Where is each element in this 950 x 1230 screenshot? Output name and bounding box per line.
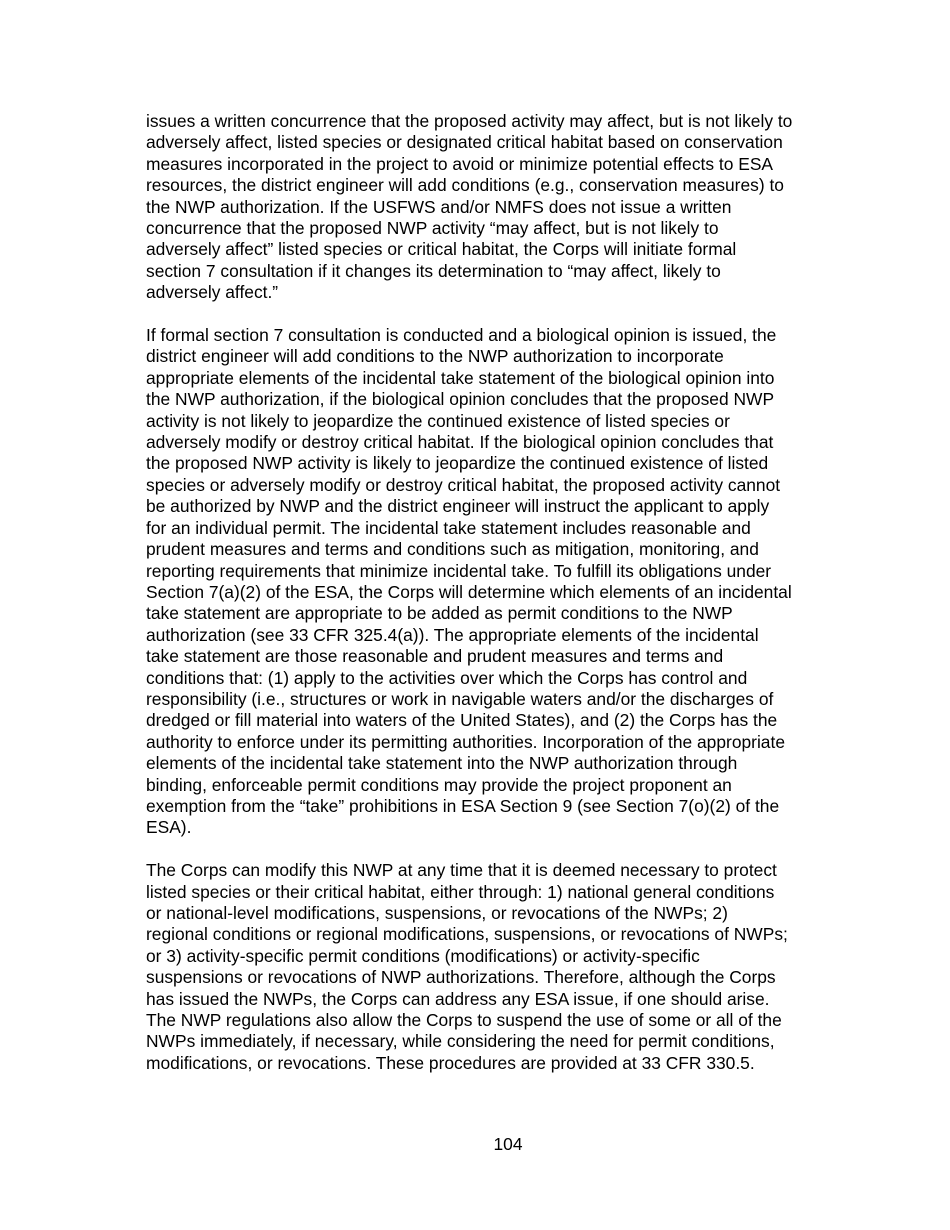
body-text [146,111,846,1074]
paragraph: If formal section 7 consultation is conducted and a biological opinion is issued, the district engineer will add conditions to the NWP authorization to incorporate appropriate elements of the incidental take statement of the biological opinion into the NWP authorization, if the biological opinion concludes that the proposed NWP activity is not likely to jeopardize the continued existence of listed species or adversely modify or destroy critical habitat. If the biological opinion concludes that the proposed NWP activity is likely to jeopardize the continued existence of listed species or adversely modify or destroy critical habitat, the proposed activity cannot be authorized by NWP and the district engineer will instruct the applicant to apply for an individual permit. The incidental take statement includes reasonable and prudent measures and terms and conditions such as mitigation, monitoring, and reporting requirements that minimize incidental take. To fulfill its obligations under Section 7(a)(2) of the ESA, the Corps will determine which elements of an incidental take statement are appropriate to be added as permit conditions to the NWP authorization (see 33 CFR 325.4(a)). The appropriate elements of the incidental take statement are those reasonable and prudent measures and terms and conditions that: (1) apply to the activities over which the Corps has control and responsibility (i.e., structures or work in navigable waters and/or the discharges of dredged or fill material into waters of the United States), and (2) the Corps has the authority to enforce under its permitting authorities. Incorporation of the appropriate elements of the incidental take statement into the NWP authorization through binding, enforceable permit conditions may provide the project proponent an exemption from the “take” prohibitions in ESA Section 9 (see Section 7(o)(2) of the ESA). [146,325,792,838]
paragraph: issues a written concurrence that the proposed activity may affect, but is not likely to adversely affect, listed species or designated critical habitat based on conservation measures incorporated in the project to avoid or minimize potential effects to ESA resources, the district engineer will add conditions (e.g., conservation measures) to the NWP authorization. If the USFWS and/or NMFS does not issue a written concurrence that the proposed NWP activity “may affect, but is not likely to adversely affect” listed species or critical habitat, the Corps will initiate formal section 7 consultation if it changes its determination to “may affect, likely to adversely affect.” [146,111,793,303]
paragraph: The Corps can modify this NWP at any time that it is deemed necessary to protect listed species or their critical habitat, either through: 1) national general conditions or national-level modifications, suspensions, or revocations of the NWPs; 2) regional conditions or regional modifications, suspensions, or revocations of NWPs; or 3) activity-specific permit conditions (modifications) or activity-specific suspensions or revocations of NWP authorizations. Therefore, although the Corps has issued the NWPs, the Corps can address any ESA issue, if one should arise. The NWP regulations also allow the Corps to suspend the use of some or all of the NWPs immediately, if necessary, while considering the need for permit conditions, modifications, or revocations. These procedures are provided at 33 CFR 330.5. [146,860,788,1073]
page-number: 104 [493,1134,523,1154]
